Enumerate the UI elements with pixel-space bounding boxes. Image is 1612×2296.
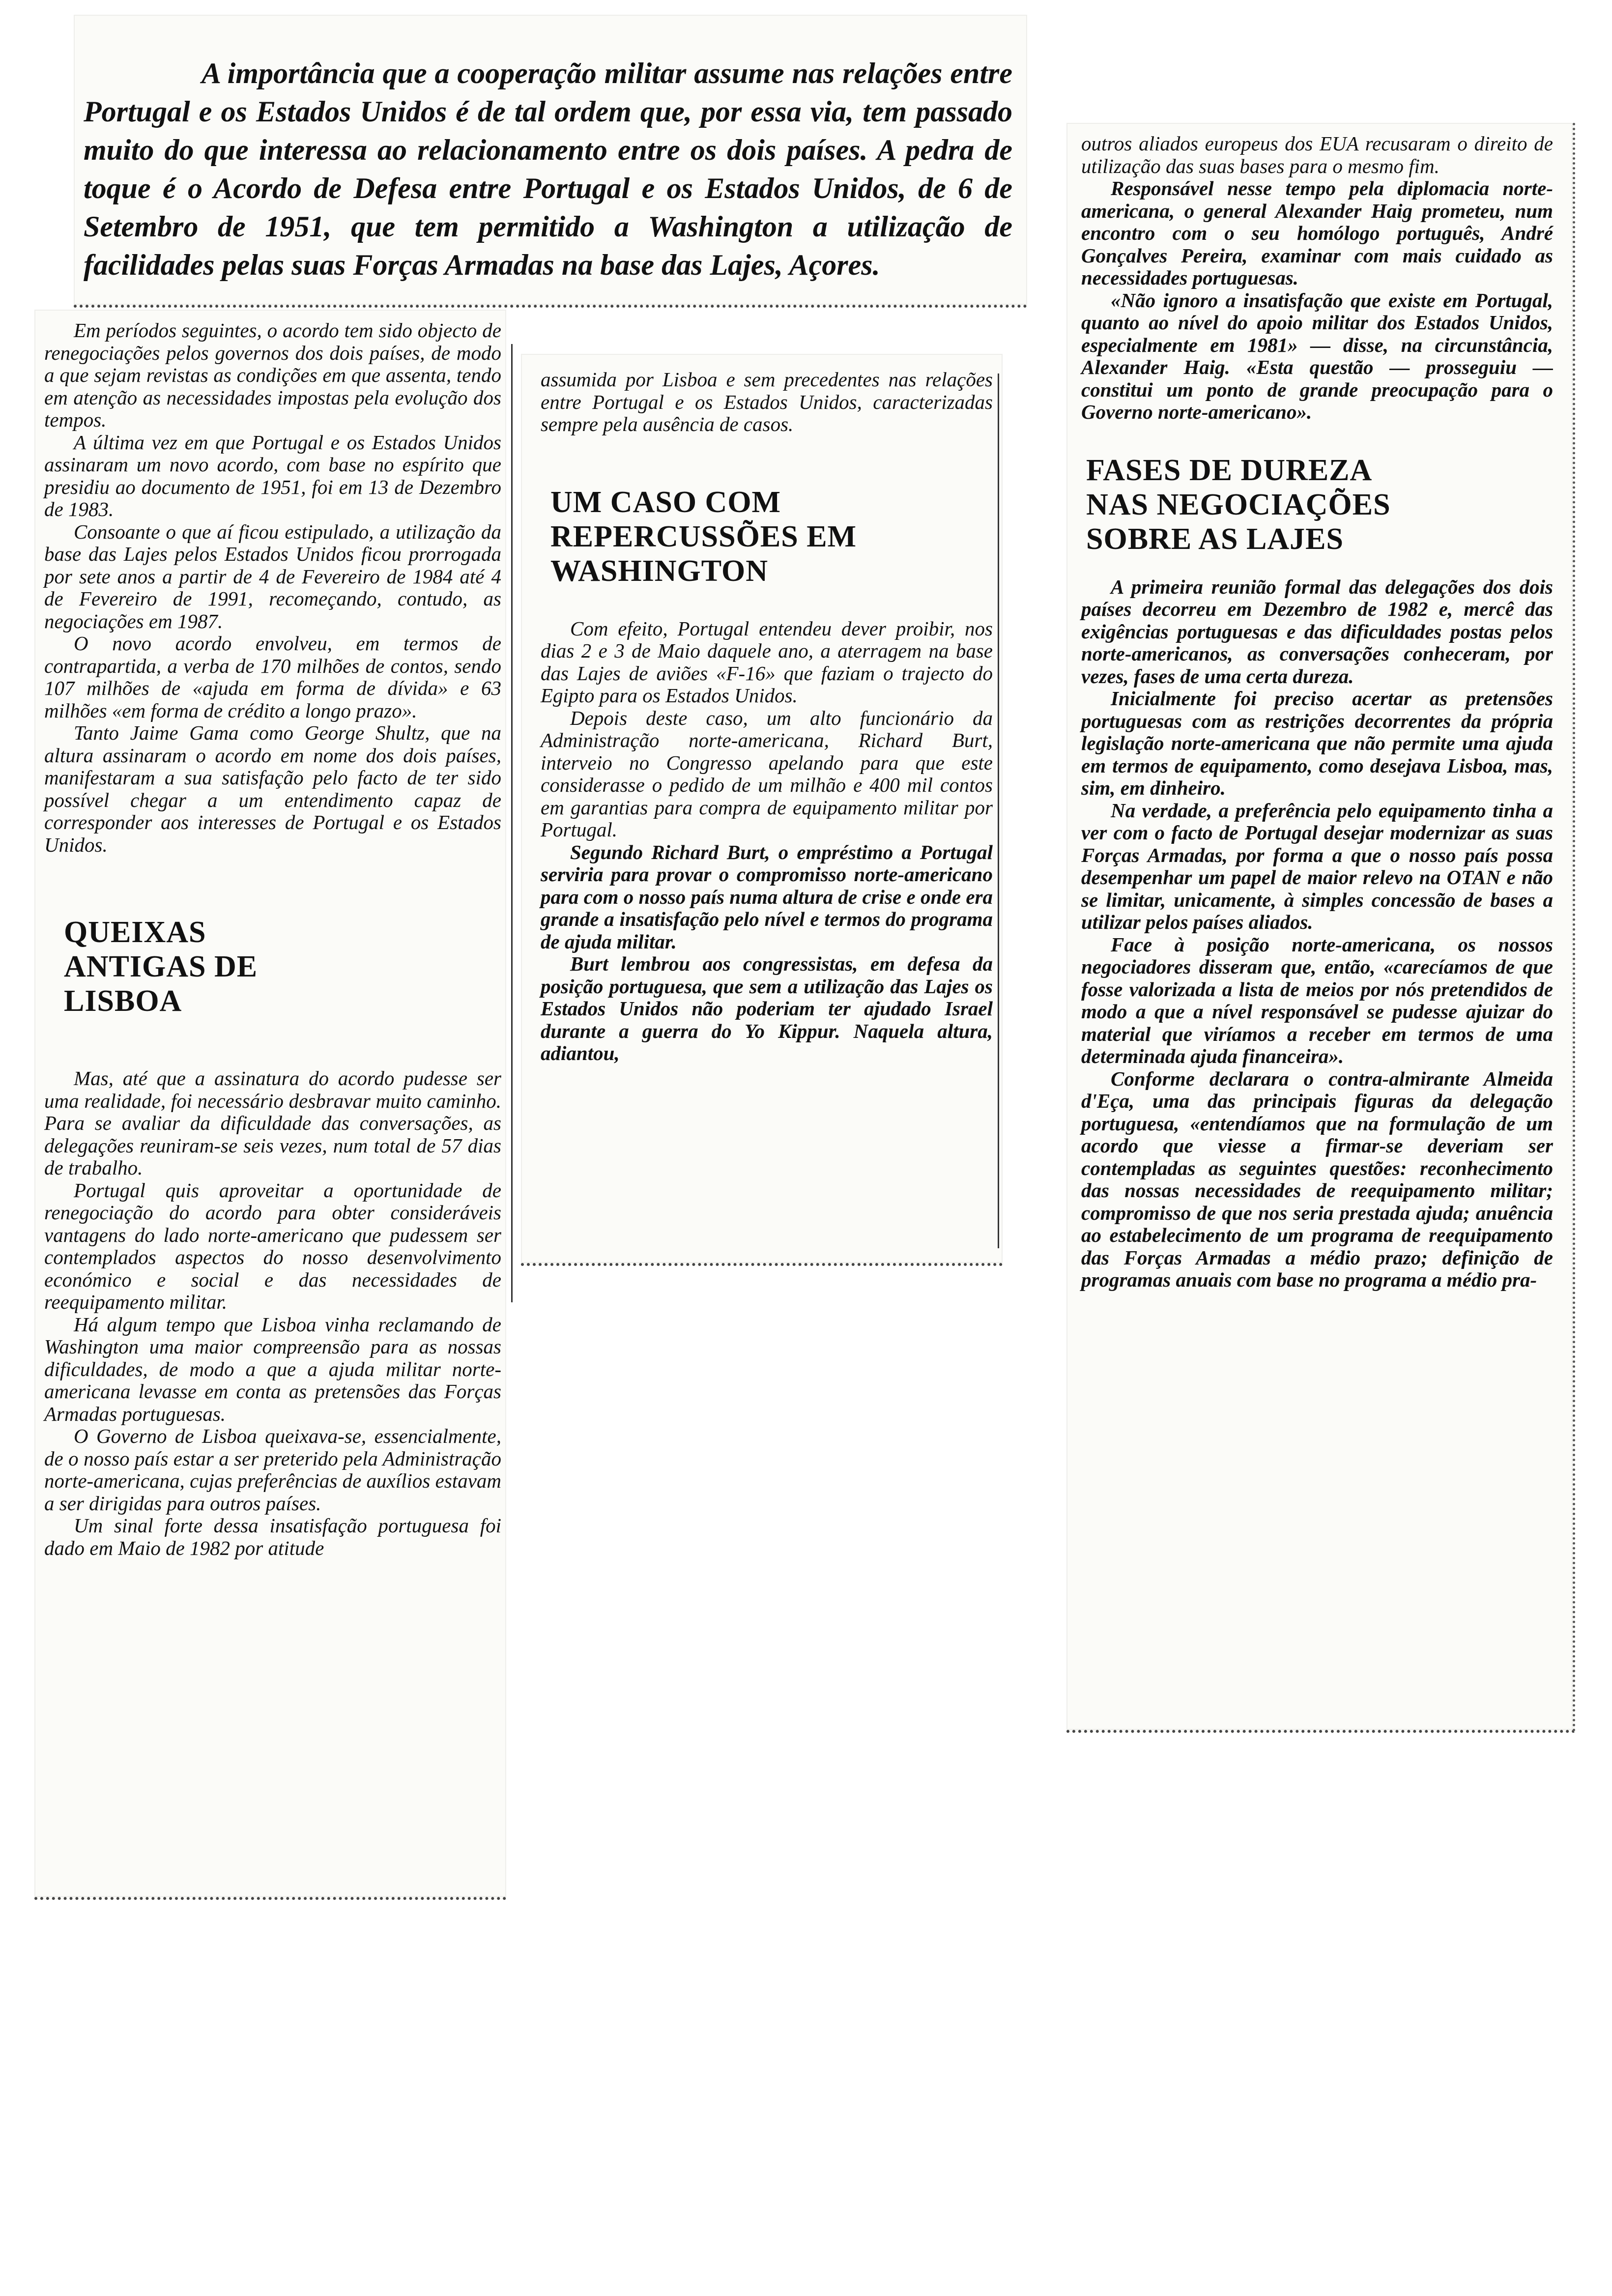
- col3-paragraph-3: A primeira reunião formal das delegações dos dois países decorreu em Dezembro de 1982 e, mercê das exigências portuguesas e das dificuldades postas pelos norte-americanos, as conversações conheceram, por vezes, fases de uma certa dureza.: [1081, 575, 1553, 688]
- heading-queixas-antigas: QUEIXAS ANTIGAS DE LISBOA: [64, 916, 258, 1018]
- col3-paragraph-6: Face à posição norte-americana, os nossos negociadores disseram que, então, «carecíamos de que fosse valorizada a lista de meios por nós pretendidos de modo a que a nível responsável se pudesse ajuizar do material que viríamos a receber em termos de uma determinada ajuda financeira».: [1081, 933, 1553, 1067]
- col2-paragraph-4: Burt lembrou aos congressistas, em defesa da posição portuguesa, que sem a utilização das Lajes os Estados Unidos não poderiam ter ajudado Israel durante a guerra do Yo Kippur. Naquela altura, adiantou,: [541, 952, 993, 1064]
- col1-paragraph-10: Um sinal forte dessa insatisfação portuguesa foi dado em Maio de 1982 por atitude: [44, 1514, 501, 1559]
- col3-paragraph-5: Na verdade, a preferência pelo equipamento tinha a ver com o facto de Portugal desejar modernizar as suas Forças Armadas, por forma a que o nosso país possa desempenhar um papel de maior relevo na OTAN e não se limitar, unicamente, à simples concessão de bases a utilizar pelos países aliados.: [1081, 799, 1553, 933]
- column-3: [1081, 133, 1553, 1292]
- column-2: [541, 369, 993, 1065]
- col1-paragraph-8: Há algum tempo que Lisboa vinha reclamando de Washington uma maior compreensão para as nossas dificuldades, de modo a que a ajuda militar norte-americana levasse em conta as pretensões das Forças Armadas portuguesas.: [44, 1313, 501, 1425]
- col1-paragraph-7: Portugal quis aproveitar a oportunidade de renegociação do acordo para obter consideráveis vantagens do lado norte-americano que pudessem ser contemplados aspectos do nosso desenvolvimento económico e social e das necessidades de reequipamento militar.: [44, 1178, 501, 1313]
- col3-paragraph-7: Conforme declarara o contra-almirante Almeida d'Eça, uma das principais figuras da delegação portuguesa, «entendíamos que na formulação de um acordo que viesse a firmar-se deveriam ser contempladas as seguintes questões: reconhecimento das nossas necessidades de reequipamento militar; compromisso de que nos seria prestada ajuda; anuência ao estabelecimento de um programa de reequipamento das Forças Armadas a médio prazo; definição de programas anuais com base no programa a médio pra-: [1081, 1067, 1553, 1291]
- col1-paragraph-2: A última vez em que Portugal e os Estados Unidos assinaram um novo acordo, com base no espírito que presidiu ao documento de 1951, foi em 13 de Dezembro de 1983.: [44, 430, 501, 520]
- col3-intro: outros aliados europeus dos EUA recusaram o direito de utilização das suas bases para o mesmo fim.: [1081, 132, 1553, 177]
- lead-paragraph: A importância que a cooperação militar assume nas relações entre Portugal e os Estados Unidos é de tal ordem que, por essa via, tem passado muito do que interessa ao relacionamento entre os dois países. A pedra de toque é o Acordo de Defesa entre Portugal e os Estados Unidos, de 6 de Setembro de 1951, que tem permitido a Washington a utilização de facilidades pelas suas Forças Armadas na base das Lajes, Açores.: [84, 57, 1012, 281]
- col1-paragraph-1: Em períodos seguintes, o acordo tem sido objecto de renegociações pelos governos dos dois países, de modo a que sejam revistas as condições em que assenta, tendo em atenção as necessidades impostas pela evolução dos tempos.: [44, 319, 501, 431]
- col2-paragraph-2: Depois deste caso, um alto funcionário da Administração norte-americana, Richard Burt, interveio no Congresso apelando para que este considerasse o pedido de um milhão e 400 mil contos em garantias para compra de equipamento militar por Portugal.: [541, 706, 993, 841]
- column-1: [44, 319, 501, 1559]
- heading-fases-de-dureza: FASES DE DUREZA NAS NEGOCIAÇÕES SOBRE AS LAJES: [1086, 453, 1391, 556]
- col1-paragraph-6: Mas, até que a assinatura do acordo pudesse ser uma realidade, foi necessário desbravar muito caminho. Para se avaliar da dificuldade das conversações, as delegações reuniram-se seis vezes, num total de 57 dias de trabalho.: [44, 1067, 501, 1179]
- col1-paragraph-9: O Governo de Lisboa queixava-se, essencialmente, de o nosso país estar a ser preterido pela Administração norte-americana, cujas preferências de auxílios estavam a ser dirigidas para outros países.: [44, 1425, 501, 1515]
- col1-paragraph-5: Tanto Jaime Gama como George Shultz, que na altura assinaram o acordo em nome dos dois países, manifestaram a sua satisfação pelo facto de ter sido possível chegar a um entendimento capaz de corresponder aos interesses de Portugal e os Estados Unidos.: [44, 721, 501, 856]
- col1-paragraph-4: O novo acordo envolveu, em termos de contrapartida, a verba de 170 milhões de contos, sendo 107 milhões de «ajuda em forma de dívida» e 63 milhões «em forma de crédito a longo prazo».: [44, 632, 501, 722]
- col2-paragraph-3: Segundo Richard Burt, o empréstimo a Portugal serviria para provar o compromisso norte-americano para com o nosso país numa altura de crise e onde era grande a insatisfação pelo nível e termos do programa de ajuda militar.: [541, 840, 993, 953]
- col2-intro: assumida por Lisboa e sem precedentes nas relações entre Portugal e os Estados Unidos, caracterizadas sempre pela ausência de casos.: [541, 368, 993, 435]
- col1-paragraph-3: Consoante o que aí ficou estipulado, a utilização da base das Lajes pelos Estados Unidos ficou prorrogada por sete anos a partir de 4 de Fevereiro de 1984 até 4 de Fevereiro de 1991, recomeçando, contudo, as negociações em 1987.: [44, 520, 501, 632]
- col2-paragraph-1: Com efeito, Portugal entendeu dever proibir, nos dias 2 e 3 de Maio daquele ano, a aterragem na base das Lajes de aviões «F-16» que faziam o trajecto do Egipto para os Estados Unidos.: [541, 617, 993, 707]
- column-2-rule: [998, 373, 999, 1248]
- column-1-rule: [511, 344, 513, 1302]
- col3-paragraph-4: Inicialmente foi preciso acertar as pretensões portuguesas com as restrições decorrentes da própria legislação norte-americana que não permite uma ajuda em termos de equipamento, como desejava Lisboa, mas, sim, em dinheiro.: [1081, 687, 1553, 799]
- col3-paragraph-1: Responsável nesse tempo pela diplomacia norte-americana, o general Alexander Haig prometeu, num encontro com o seu homólogo português, André Gonçalves Pereira, examinar com mais cuidado as necessidades portuguesas.: [1081, 177, 1553, 289]
- col3-paragraph-2: «Não ignoro a insatisfação que existe em Portugal, quanto ao nível do apoio militar dos Estados Unidos, especialmente em 1981» — disse, na circunstância, Alexander Haig. «Esta questão — prosseguiu — constitui um ponto de grande preocupação para o Governo norte-americano».: [1081, 288, 1553, 423]
- heading-um-caso: UM CASO COM REPERCUSSÕES EM WASHINGTON: [550, 485, 857, 588]
